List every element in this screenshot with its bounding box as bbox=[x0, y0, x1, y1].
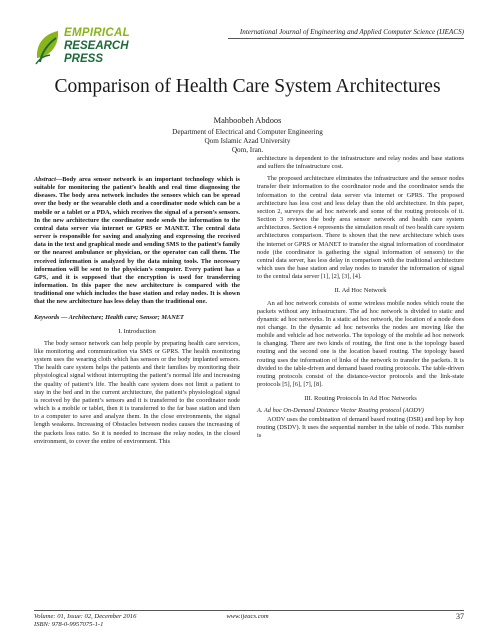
leaf-logo-icon bbox=[34, 28, 62, 66]
paragraph-ad-hoc-network: An ad hoc network consists of some wireless mobile nodes which route the packets without any infrastructure. The ad hoc network is divided to static and dynamic ad hoc networks. In a static ad hoc network, the location of a node does not change. In the dynamic ad hoc networks the nodes are moving like the mobile and vehicle ad hoc networks. The topology of the mobile ad hoc network is changing. There are two kinds of routing, the first one is the topology based routing and the second one is the location based routing. The topology based routing uses the information of links of the network to transfer the packets. It is divided to the table-driven and demand based routing protocols. The table-driven routing protocols consist of the distance-vector protocols and the link-state protocols [5], [6], [7], [8]. bbox=[257, 299, 464, 389]
section-heading-ad-hoc-network: II. Ad Hoc Network bbox=[334, 287, 387, 295]
affiliation-location: Qom, Iran. bbox=[231, 146, 264, 154]
section-heading-routing-protocols: III. Routing Protocols In Ad Hoc Networks bbox=[304, 395, 417, 403]
author-name: Mahboobeh Abdoos bbox=[213, 116, 282, 125]
paragraph-proposed-architecture: The proposed architecture eliminates the infrastructure and the sensor nodes transfer their information to the coordinator node and the coordinator sends the information to the central data server via internet or GPRS. The proposed architecture has less cost and less delay than the old architecture. In this paper, section 2, surveys the ad hoc network and some of the routing protocols of it. Section 3 reviews the body area sensor network and health care system architectures. Section 4 represents the simulation result of two health care system architectures comparison. There is shown that the new architecture which uses the internet or GPRS or MANET to transfer the signal information of coordinator node (the coordinator is gathering the signal information of sensors) to the central data server, has less delay in comparison with the traditional architecture which uses the base station and relay nodes to transfer the information of signal to the central data server [1], [2], [3], [4]. bbox=[257, 175, 464, 281]
affiliation-university: Qom Islamic Azad University bbox=[204, 137, 291, 145]
paragraph-introduction: The body sensor network can help people by preparing health care services, like monitoring and communication via SMS or GPRS. The health monitoring system uses the wearing cloth which has sensors or the body implanted sensors. The health care system helps the patients and their families by monitoring their physiological signal without interrupting the patient’s normal life and increasing the quality of patient’s life. The health care system does not limit a patient to stay in the bed and in the current architecture, the patient’s physiological signal is received by the patient’s sensors and it is transferred to the coordinator node which is a mobile or tablet, then it is transferred to the far base station and then to a computer to save and analyze them. In the close environments, the signal length weakens. Increasing of Obstacles between nodes causes the increasing of the packets loss ratio. So it is needed to increase the relay nodes, in the closed environment, to cover the entire of environment. This bbox=[34, 339, 240, 445]
footer-website-link[interactable]: www.ijeacs.com bbox=[226, 613, 269, 620]
footer-volume: Volume: 01, Issue: 02, December 2016 bbox=[34, 613, 137, 620]
logo-word-press: PRESS bbox=[64, 53, 103, 65]
paragraph-aodv: AODV uses the combination of demand based routing (DSR) and hop by hop routing (DSDV). It uses the sequential number in the table of node. This number is bbox=[257, 415, 464, 439]
keywords: Keywords — Architecture; Health care; Sensor; MANET bbox=[34, 313, 184, 321]
paragraph-continued: architecture is dependent to the infrastructure and relay nodes and base stations and suffers the infrastructure cost. bbox=[257, 155, 464, 171]
subsection-heading-aodv: A. Ad hoc On-Demand Distance Vector Routing protocol (AODV) bbox=[257, 407, 424, 415]
affiliation-department: Department of Electrical and Computer Engineering bbox=[172, 128, 323, 136]
affiliation bbox=[0, 128, 495, 155]
abstract-label: Abstract bbox=[34, 176, 56, 183]
journal-name: International Journal of Engineering and Applied Computer Science (IJEACS) bbox=[239, 28, 464, 36]
abstract bbox=[34, 176, 240, 307]
right-column bbox=[257, 155, 464, 440]
paper-title: Comparison of Health Care System Architectures bbox=[54, 76, 441, 97]
footer-divider bbox=[34, 610, 464, 611]
footer-isbn: ISBN: 978-0-9957075-1-1 bbox=[34, 621, 104, 628]
publisher-logo bbox=[34, 24, 154, 70]
left-column bbox=[34, 176, 240, 446]
section-heading-introduction: I. Introduction bbox=[118, 327, 156, 335]
logo-word-research: RESEARCH bbox=[64, 40, 129, 52]
abstract-body: —Body area sensor network is an important technology which is suitable for monitoring the patient’s health and real time diagnosing the diseases. The body area network includes the sensors which can be spread over the body or the wearable cloth and a coordinator node which can be a mobile or a tablet or a PDA, which receives the signal of a person’s sensors. In the new architecture the coordinator node sends the information to the central data server via internet or GPRS or MANET. The central data server is responsible for saving and analyzing and expressing the received data in the text and graphical mode and sending SMS to the patient’s family or the nearest ambulance or physician, or the operator can call them. The received information is analyzed by the data mining tools. The necessary information will be sent to the physician’s computer. Every patient has a GPS, and it is supposed that the encryption is used for transferring information. In this paper the new architecture is compared with the traditional one which includes the base station and relay nodes. It is shown that the new architecture has less delay than the traditional one. bbox=[34, 176, 240, 306]
page-number: 37 bbox=[456, 612, 464, 621]
logo-word-empirical: EMPIRICAL bbox=[64, 27, 130, 39]
header-divider bbox=[228, 38, 464, 39]
